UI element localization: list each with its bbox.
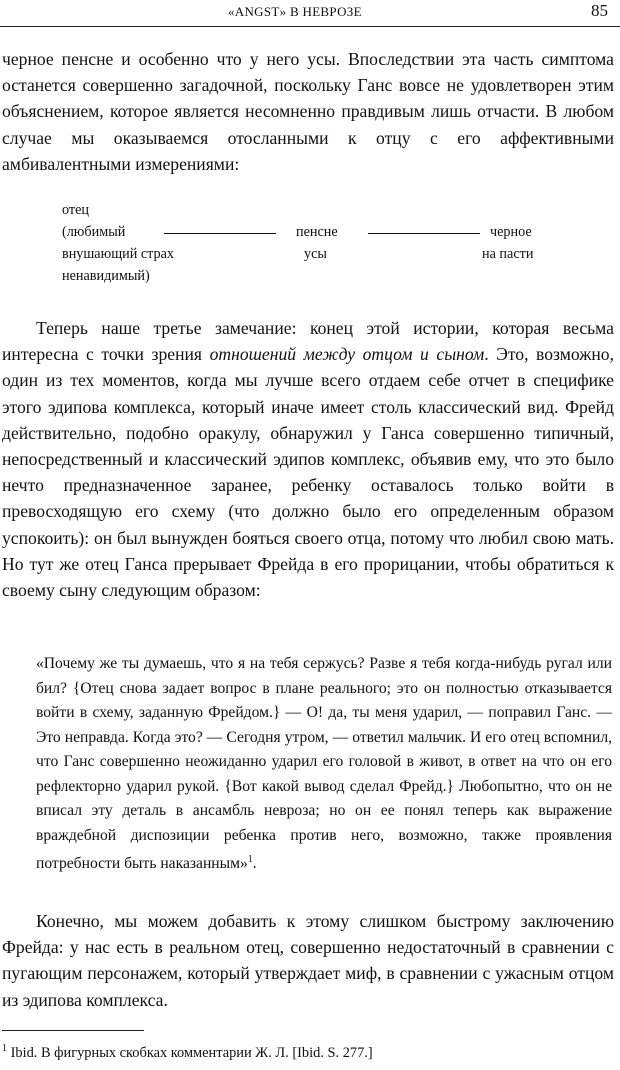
schema-dash-left	[164, 233, 276, 234]
footnote	[2, 1043, 373, 1062]
page-number: 85	[591, 1, 608, 20]
block-quote: «Почему же ты думаешь, что я на тебя сержусь? Разве я тебя когда-нибудь ругал или бил? {Отец снова задает вопрос в плане реального; это он полностью отказывается войти в схему, заданную Фрейдом.} — О! да, ты меня ударил, — поправил Ганс. — Это неправда. Когда это? — Сегодня утром, — ответил мальчик. И его отец вспомнил, что Ганс совершенно неожиданно ударил его головой в живот, в ответ на что он его рефлекторно ударил рукой. {Вот какой вывод сделал Фрейд.} Любопытно, что он не вписал эту деталь в ансамбль невроза; но он ее понял теперь как выражение враждебной диспозиции ребенка против него, возможно, также проявления потребности быть наказанным»$^1$.	[36, 655, 612, 873]
schema-pince-nez: пенсне	[296, 224, 338, 240]
schema-feared: внушающий страх	[62, 246, 175, 262]
paragraph-3: Конечно, мы можем добавить к этому слишком быстрому заключению Фрейда: у нас есть в реальном отец, совершенно недостаточный в сравнении с пугающим персонажем, который утверждает миф, в сравнении с ужасным отцом из эдипова комплекса.	[2, 911, 614, 1010]
paragraph-1: черное пенсне и особенно что у него усы. Впоследствии эта часть симптома останется совершенно загадочной, поскольку Ганс вовсе не удовлетворен этим объяснением, которое является несомненно правдивым лишь отчасти. В любом случае мы оказываемся отосланными к отцу с его аффективными амбивалентными измерениями:	[2, 49, 614, 174]
paragraph-2-text-b: . Это, возможно, один из тех моментов, когда мы лучше всего отдаем себе отчет в специфике этого эдипова комплекса, который иначе имеет столь классический вид. Фрейд действительно, подобно оракулу, обнаружил у Ганса совершенно типичный, непосредственный и классический эдипов комплекс, объявив ему, что это было нечто предназначенное заранее, ребенку оставалось только войти в превосходящую его схему (что должно было его определенным образом успокоить): он был вынужден бояться своего отца, потому что любил свою мать. Но тут же отец Ганса прерывает Фрейда в его прорицании, чтобы обратиться к своему сыну следующим образом:	[2, 344, 615, 601]
paragraph-2-emphasis: отношений между отцом и сыном	[209, 344, 485, 365]
paragraph-2-text-a: Теперь наше третье замечание: конец этой истории, которая весьма интересна с точки зрения	[2, 318, 614, 365]
schema-dash-right	[368, 233, 480, 234]
quote-text: «Почему же ты думаешь, что я на тебя сержусь? Разве я тебя когда-нибудь ругал или бил? {Отец снова задает вопрос в плане реального; это он полностью отказывается войти в схему, заданную Фрейдом.} — О! да, ты меня ударил, — поправил Ганс. — Это неправда. Когда это? — Сегодня утром, — ответил мальчик. И его отец вспомнил, что Ганс совершенно неожиданно ударил его головой в живот, в ответ на что он его рефлекторно ударил рукой. {Вот какой вывод сделал Фрейд.} Любопытно, что он не вписал эту деталь в ансамбль невроза; но он ее понял теперь как выражение враждебной диспозиции ребенка против него, возможно, также проявления потребности быть наказанным»	[36, 655, 612, 873]
running-title: «ANGST» В НЕВРОЗЕ	[228, 4, 362, 19]
schema-black: черное	[490, 224, 532, 240]
footnote-mark: 1	[2, 1043, 7, 1054]
schema-diagram	[62, 202, 582, 292]
paragraph-2	[2, 315, 614, 603]
header-rule	[0, 26, 620, 27]
footnote-reference: 1	[247, 854, 253, 865]
schema-on-mouth: на пасти	[482, 246, 534, 262]
page-header	[0, 0, 620, 32]
footnote-rule	[2, 1030, 144, 1031]
schema-hated: ненавидимый)	[62, 268, 150, 284]
footnote-text: Ibid. В фигурных скобках комментарии Ж. Л. [Ibid. S. 277.]	[7, 1044, 373, 1061]
schema-father: отец	[62, 202, 89, 218]
schema-beloved: (любимый	[62, 224, 126, 240]
schema-mustache: усы	[304, 246, 327, 262]
